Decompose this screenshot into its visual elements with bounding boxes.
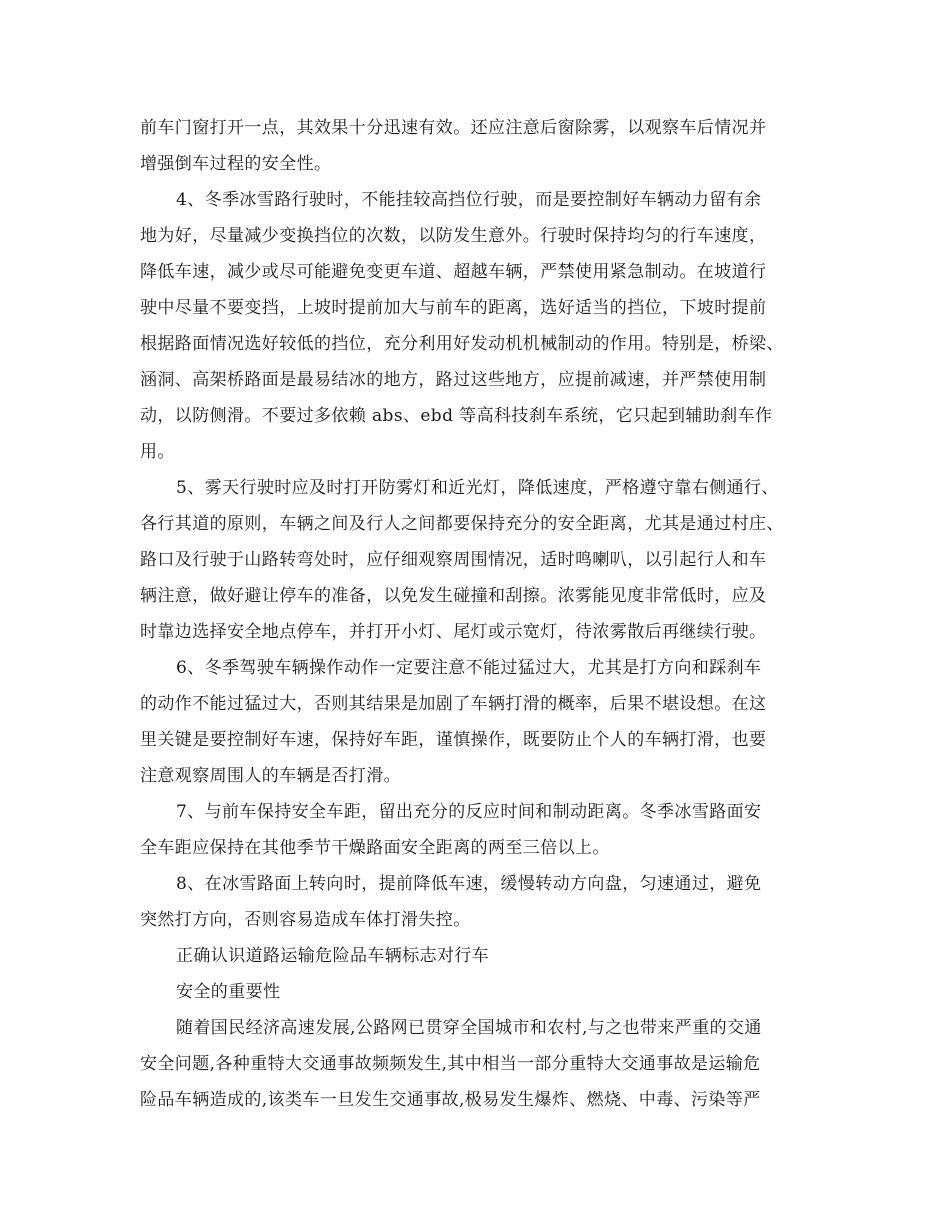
text-line: 安全问题,各种重特大交通事故频频发生,其中相当一部分重特大交通事故是运输危 xyxy=(140,1054,761,1074)
text-line: 动，以防侧滑。不要过多依赖 abs、ebd 等高科技刹车系统，它只起到辅助刹车作 xyxy=(140,406,773,426)
text-line: 前车门窗打开一点，其效果十分迅速有效。还应注意后窗除雾，以观察车后情况并 xyxy=(140,118,767,138)
text-line: 地为好，尽量减少变换挡位的次数，以防发生意外。行驶时保持均匀的行车速度， xyxy=(140,226,767,246)
section-heading: 正确认识道路运输危险品车辆标志对行车 xyxy=(176,946,490,966)
text-line: 用。 xyxy=(140,442,175,462)
text-line: 注意观察周围人的车辆是否打滑。 xyxy=(140,766,401,786)
text-line: 5、雾天行驶时应及时打开防雾灯和近光灯，降低速度，严格遵守靠右侧通行、 xyxy=(176,478,779,498)
text-line: 驶中尽量不要变挡，上坡时提前加大与前车的距离，选好适当的挡位，下坡时提前 xyxy=(140,298,767,318)
text-line: 8、在冰雪路面上转向时，提前降低车速，缓慢转动方向盘，匀速通过，避免 xyxy=(176,874,762,894)
text-line: 增强倒车过程的安全性。 xyxy=(140,154,332,174)
text-line: 6、冬季驾驶车辆操作动作一定要注意不能过猛过大，尤其是打方向和踩刹车 xyxy=(176,658,762,678)
text-line: 降低车速，减少或尽可能避免变更车道、超越车辆，严禁使用紧急制动。在坡道行 xyxy=(140,262,767,282)
text-line: 各行其道的原则，车辆之间及行人之间都要保持充分的安全距离，尤其是通过村庄、 xyxy=(140,514,784,534)
text-line: 7、与前车保持安全车距，留出充分的反应时间和制动距离。冬季冰雪路面安 xyxy=(176,802,762,822)
text-line: 随着国民经济高速发展,公路网已贯穿全国城市和农村,与之也带来严重的交通 xyxy=(176,1018,762,1038)
text-line: 突然打方向，否则容易造成车体打滑失控。 xyxy=(140,910,471,930)
text-line: 4、冬季冰雪路行驶时，不能挂较高挡位行驶，而是要控制好车辆动力留有余 xyxy=(176,190,762,210)
text-line: 险品车辆造成的,该类车一旦发生交通事故,极易发生爆炸、燃烧、中毒、污染等严 xyxy=(140,1090,761,1110)
text-line: 全车距应保持在其他季节干燥路面安全距离的两至三倍以上。 xyxy=(140,838,610,858)
section-heading: 安全的重要性 xyxy=(176,982,281,1002)
text-line: 路口及行驶于山路转弯处时，应仔细观察周围情况，适时鸣喇叭，以引起行人和车 xyxy=(140,550,767,570)
text-line: 的动作不能过猛过大，否则其结果是加剧了车辆打滑的概率，后果不堪设想。在这 xyxy=(140,694,767,714)
text-line: 涵洞、高架桥路面是最易结冰的地方，路过这些地方，应提前减速，并严禁使用制 xyxy=(140,370,767,390)
text-line: 里关键是要控制好车速，保持好车距，谨慎操作，既要防止个人的车辆打滑，也要 xyxy=(140,730,767,750)
text-line: 时靠边选择安全地点停车，并打开小灯、尾灯或示宽灯，待浓雾散后再继续行驶。 xyxy=(140,622,767,642)
text-line: 辆注意，做好避让停车的准备，以免发生碰撞和刮擦。浓雾能见度非常低时，应及 xyxy=(140,586,767,606)
text-line: 根据路面情况选好较低的挡位，充分利用好发动机机械制动的作用。特别是，桥梁、 xyxy=(140,334,784,354)
